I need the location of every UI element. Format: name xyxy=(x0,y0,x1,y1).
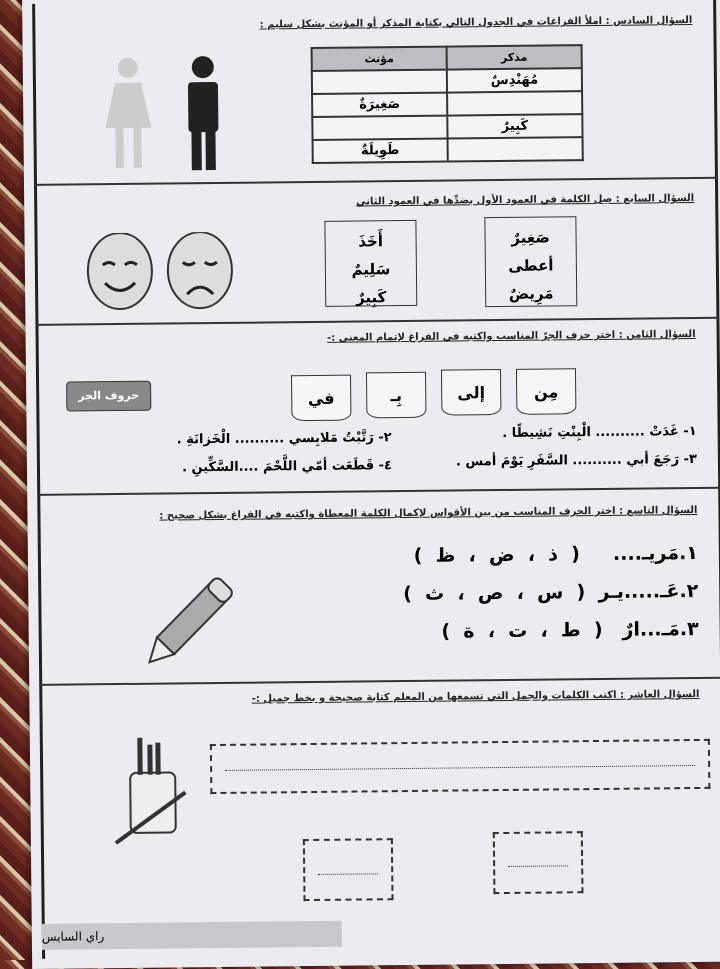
word[interactable]: مَرِيضٌ xyxy=(486,279,576,308)
header-masc: مذكر xyxy=(447,45,582,69)
q6-title: السؤال السادس : املأ الفراغات في الجدول التالي بكتابة المذكر أو المؤنث بشكل سليم : xyxy=(260,15,693,31)
q9-title: السؤال التاسع : اختر الحرف المناسب من بين الأقواس لإكمال الكلمة المعطاة واكتبه في الفراغ بشكل صحيح : xyxy=(159,505,697,522)
option-flag: بِـ xyxy=(366,372,426,419)
sentence: ١- غَدَتْ .......... الْبِنْتِ نَشِيطًا . xyxy=(502,424,697,441)
cell[interactable] xyxy=(312,70,447,94)
cell[interactable]: كَبِيرٌ xyxy=(447,114,582,138)
option-flag: مِن xyxy=(516,368,576,415)
word-item xyxy=(441,618,699,643)
option-flag: إلى xyxy=(441,369,501,416)
pencil-cup-icon xyxy=(100,732,211,853)
prepositions-badge: حروف الجر xyxy=(66,381,151,412)
word[interactable]: كَبِيرٌ xyxy=(326,283,416,312)
sentence: ٣- رَجَعَ أبي .......... السَّفَرِ يَوْمَ أمس . xyxy=(456,452,697,470)
cell[interactable] xyxy=(312,116,447,140)
sentence: ٢- رَتَّبْتُ مَلابِسي .......... الْخَزانَةِ . xyxy=(177,430,392,447)
q10-title: السؤال العاشر : اكتب الكلمات والجمل التي تسمعها من المعلم كتابة صحيحة و بخط جميل :- xyxy=(252,689,700,705)
theater-masks-icon xyxy=(85,232,246,314)
man-woman-icon xyxy=(93,52,234,173)
cell[interactable]: مُهَنْدِسٌ xyxy=(447,68,582,92)
gender-table xyxy=(311,44,584,164)
footer-author xyxy=(42,921,342,950)
header-fem: مؤنث xyxy=(312,47,447,71)
writing-box-word[interactable] xyxy=(303,838,394,901)
word[interactable]: صَغِيرٌ xyxy=(485,223,575,252)
author-name: راي السايس xyxy=(42,929,104,944)
pencil-icon xyxy=(138,567,249,668)
word-item xyxy=(414,542,698,567)
column-two xyxy=(324,220,417,307)
choices: ( ط ، ت ، ة ) xyxy=(441,619,602,643)
word: ٢.عَـ.....يـر xyxy=(598,580,698,603)
q7-title: السؤال السابع : صِل الكلمة في العمود الأول بضدِّها في العمود الثاني xyxy=(356,193,694,208)
sentence: ٤- قَطَعَت أمّي اللَّحْمَ ....السَّكِّينِ . xyxy=(182,458,392,475)
cell[interactable]: طَوِيلَةٌ xyxy=(313,139,448,163)
word: ٣.مَـ...ارٌ xyxy=(622,618,698,641)
option-flag: في xyxy=(291,375,351,422)
word[interactable]: سَلِيمٌ xyxy=(326,255,416,284)
choices: ( س ، ص ، ث ) xyxy=(403,581,585,605)
q8-title: السؤال الثامن : اختر حرف الجرّ المناسب واكتبه في الفراغ لإتمام المعنى :- xyxy=(327,329,696,344)
word-item xyxy=(403,580,698,605)
word: ١.مَريـ.... xyxy=(613,542,698,565)
column-one xyxy=(484,216,577,307)
choices: ( ذ ، ض ، ظ ) xyxy=(414,543,580,567)
word[interactable]: أعطى xyxy=(486,251,576,280)
cell[interactable] xyxy=(447,91,582,115)
worksheet-page xyxy=(22,0,720,969)
writing-box-word[interactable] xyxy=(493,831,584,894)
cell[interactable]: صَغِيرَةٌ xyxy=(312,93,447,117)
word[interactable]: أَخَذَ xyxy=(325,227,415,256)
cell[interactable] xyxy=(448,137,583,161)
